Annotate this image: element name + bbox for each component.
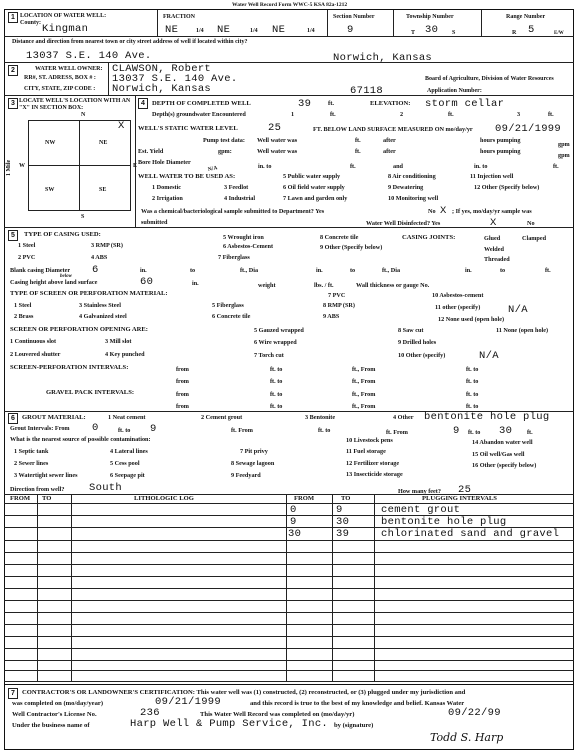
chem-no-mark: X xyxy=(440,205,447,217)
use-2: 2 Irrigation xyxy=(152,195,183,202)
grout-1: 1 Neat cement xyxy=(108,414,146,421)
well-water-was-1: Well water was xyxy=(257,137,298,144)
casing-2: 2 PVC xyxy=(18,254,36,261)
contam-13: 13 Insecticide storage xyxy=(346,471,403,478)
certification-line-4a: Under the business name of xyxy=(12,722,90,729)
west-label: W xyxy=(19,163,25,169)
divider xyxy=(481,10,482,36)
location-label: LOCATION OF WATER WELL: xyxy=(20,13,107,19)
joint-threaded: Threaded xyxy=(484,256,510,263)
owner-value: CLAWSON, Robert xyxy=(112,63,212,75)
opening-5: 5 Gauzed wrapped xyxy=(254,327,304,334)
blank-ft-dia: ft., Dia xyxy=(240,267,259,274)
joint-glued: Glued xyxy=(484,235,501,242)
divider xyxy=(135,95,136,227)
plug-to-header: TO xyxy=(341,495,351,502)
grout-to-2: 30 xyxy=(499,425,513,437)
divider xyxy=(157,10,158,36)
casing-9: 9 Other (Specify below) xyxy=(320,244,383,251)
blank-ft-dia-2: ft., Dia xyxy=(382,267,401,274)
sp-ft-to-2: ft. to xyxy=(270,378,283,385)
gw-ft-3: ft. xyxy=(548,111,554,118)
south-label: S xyxy=(81,214,85,220)
direction-label: Direction from well? xyxy=(10,486,65,493)
fraction-q3-unit: 1/4 xyxy=(307,28,315,34)
divider xyxy=(4,552,574,553)
wall-label: Wall thickness or gauge No. xyxy=(356,282,430,289)
sp-ft-from-1: ft., From xyxy=(352,366,376,373)
fraction-label: FRACTION xyxy=(163,14,196,20)
business-name: Harp Well & Pump Service, Inc. xyxy=(130,718,329,730)
nw-label: NW xyxy=(45,140,56,146)
after-1: after xyxy=(383,137,396,144)
static-value: 25 xyxy=(268,122,282,134)
divider xyxy=(4,636,574,637)
static-suffix: FT. BELOW LAND SURFACE MEASURED ON mo/day/yr xyxy=(313,126,473,133)
section-value: 9 xyxy=(347,24,354,36)
casing-5: 5 Wrought iron xyxy=(223,234,264,241)
plug-from-header: FROM xyxy=(294,495,315,502)
divider xyxy=(4,670,574,671)
sp-from-2: from xyxy=(176,378,189,385)
section-number-4: 4 xyxy=(138,98,148,109)
divider xyxy=(108,62,109,95)
groundwater-label: Depth(s) groundwater Encountered xyxy=(152,111,246,118)
east-label: E xyxy=(133,163,138,169)
grout-other-value: bentonite hole plug xyxy=(424,411,550,423)
certification-line-4b: by (signature) xyxy=(334,722,374,729)
county-value: Kingman xyxy=(42,23,89,35)
casing-label: TYPE OF CASING USED: xyxy=(24,231,101,238)
gw-3: 3 xyxy=(517,111,521,118)
gp-from-1: from xyxy=(176,391,189,398)
chem-no: No xyxy=(428,208,436,215)
gpm-1: gpm xyxy=(558,141,570,148)
certification-line-2a: was completed on (mo/day/year) xyxy=(12,700,104,707)
lbs-label: lbs. / ft. xyxy=(314,282,334,289)
fraction-q1: NE xyxy=(165,24,179,36)
locate-label: LOCATE WELL'S LOCATION WITH AN "X" IN SECTION BOX: xyxy=(19,98,131,111)
contam-6: 6 Seepage pit xyxy=(110,472,145,479)
contam-1: 1 Septic tank xyxy=(14,448,49,455)
contam-9: 9 Feedyard xyxy=(231,472,261,479)
bore-label: Bore Hole Diameter xyxy=(138,159,191,166)
screen-label: TYPE OF SCREEN OR PERFORATION MATERIAL: xyxy=(10,290,168,297)
blank-in-3: in. xyxy=(465,267,472,274)
screen-7: 7 PVC xyxy=(328,292,346,299)
casing-height-in: in. xyxy=(192,280,199,287)
casing-height-note: below xyxy=(60,274,72,279)
mile-label: 1 Mile xyxy=(6,159,12,176)
screen-5: 5 Fiberglass xyxy=(212,302,244,309)
divider xyxy=(4,95,574,96)
section-number-6: 6 xyxy=(8,413,18,424)
sp-ft-to-2b: ft. to xyxy=(466,378,479,385)
pump-test-label: Pump test data: xyxy=(203,137,245,144)
gp-ft-from-1: ft., From xyxy=(352,391,376,398)
town-line: Norwich, Kansas xyxy=(333,52,433,64)
screen-intervals-label: SCREEN-PERFORATION INTERVALS: xyxy=(10,364,129,371)
blank-in-2: in. xyxy=(316,267,323,274)
well-water-was-2: Well water was xyxy=(257,148,298,155)
elevation-value: storm cellar xyxy=(425,98,505,110)
divider xyxy=(4,684,574,685)
form-title: Water Well Record Form WWC-5 KSA 82a-1212 xyxy=(232,2,348,8)
county-label: County: xyxy=(20,20,42,26)
grout-ft-end: ft. xyxy=(527,429,533,436)
pump-ft-2: ft. xyxy=(355,148,361,155)
depth-label: DEPTH OF COMPLETED WELL xyxy=(152,100,251,107)
range-prefix: R xyxy=(512,30,517,36)
opening-2: 2 Louvered shutter xyxy=(10,351,61,358)
address-line: 13037 S.E. 140 Ave. xyxy=(26,50,152,62)
divider xyxy=(4,503,574,504)
disinfected-no: No xyxy=(527,220,535,227)
chem-label: Was a chemical/bacteriological sample submitted to Department? Yes xyxy=(141,208,325,215)
fraction-q2-unit: 1/4 xyxy=(250,28,258,34)
disinfected-label: Water Well Disinfected? Yes xyxy=(366,220,441,227)
application-number-label: Application Number: xyxy=(427,88,482,94)
screen-11: 11 other (specify) xyxy=(435,304,481,311)
divider xyxy=(4,600,574,601)
sw-label: SW xyxy=(45,187,55,193)
pump-ft-1: ft. xyxy=(355,137,361,144)
gpm-label: gpm: xyxy=(218,148,232,155)
use-3: 3 Feedlot xyxy=(224,184,249,191)
joint-clamped: Clamped xyxy=(522,235,547,242)
screen-10: 10 Asbestos-cement xyxy=(432,292,484,299)
use-12: 12 Other (Specify below) xyxy=(474,184,540,191)
gp-from-2: from xyxy=(176,403,189,410)
range-suffix: E/W xyxy=(554,31,564,36)
distance-label: Distance and direction from nearest town or city street address of well if located within city? xyxy=(12,39,248,45)
opening-11: 11 None (open hole) xyxy=(496,327,549,334)
casing-height-label: Casing height above land surface xyxy=(10,279,98,286)
opening-other-value: N/A xyxy=(479,350,499,362)
grout-from-2: 9 xyxy=(453,425,460,437)
use-11: 11 Injection well xyxy=(470,173,514,180)
contam-11: 11 Fuel storage xyxy=(346,448,386,455)
section-number-7: 7 xyxy=(8,688,18,699)
contam-2: 2 Sewer lines xyxy=(14,460,49,467)
use-9: 9 Dewatering xyxy=(388,184,424,191)
screen-2: 2 Brass xyxy=(14,313,34,320)
blank-ft: ft. xyxy=(545,267,551,274)
divider xyxy=(4,648,574,649)
grout-ft-to-3: ft. to xyxy=(468,429,481,436)
casing-3: 3 RMP (SR) xyxy=(91,242,123,249)
blank-to: to xyxy=(190,267,196,274)
joints-label: CASING JOINTS: xyxy=(402,234,456,241)
chem-date-label: ; If yes, mo/day/yr sample was xyxy=(452,208,532,215)
section-number-5: 5 xyxy=(8,230,18,241)
gp-ft-to-2: ft. to xyxy=(270,403,283,410)
contam-8: 8 Sewage lagoon xyxy=(231,460,275,467)
screen-9: 9 ABS xyxy=(323,313,340,320)
plug-row-3-from: 30 xyxy=(288,528,302,540)
se-label: SE xyxy=(99,187,107,193)
screen-12: 12 None used (open hole) xyxy=(438,316,505,323)
casing-1: 1 Steel xyxy=(18,242,36,249)
sp-ft-to-1b: ft. to xyxy=(466,366,479,373)
casing-6: 6 Asbestos-Cement xyxy=(223,243,274,250)
divider xyxy=(4,227,574,228)
divider xyxy=(4,624,574,625)
plug-row-2-desc: bentonite hole plug xyxy=(381,516,507,528)
sp-ft-to-1: ft. to xyxy=(270,366,283,373)
opening-1: 1 Continuous slot xyxy=(10,338,57,345)
gp-ft-to-2b: ft. to xyxy=(466,403,479,410)
grout-ft-to-1: ft. to xyxy=(118,427,131,434)
grout-2: 2 Cement grout xyxy=(201,414,243,421)
location-mark: X xyxy=(118,120,125,132)
contam-7: 7 Pit privy xyxy=(240,448,268,455)
section-number-2: 2 xyxy=(8,65,18,76)
opening-6: 6 Wire wrapped xyxy=(254,339,297,346)
fraction-q1-unit: 1/4 xyxy=(196,28,204,34)
divider xyxy=(4,540,574,541)
certification-line-1: CONTRACTOR'S OR LANDOWNER'S CERTIFICATION: This water well was (1) constructed, (2) reconstructed, or (3) plugged under my jurisdiction and xyxy=(22,689,466,696)
grout-to-1: 9 xyxy=(150,423,157,435)
submitted-label: submitted xyxy=(141,219,168,226)
est-yield-label: Est. Yield xyxy=(138,148,164,155)
grout-4: 4 Other xyxy=(393,414,414,421)
plug-row-1-desc: cement grout xyxy=(381,504,461,516)
divider xyxy=(393,10,394,36)
zip-value: 67118 xyxy=(350,85,384,97)
blank-casing-value: 6 xyxy=(92,264,99,276)
divider xyxy=(4,660,574,661)
gravel-pack-label: GRAVEL PACK INTERVALS: xyxy=(46,389,135,396)
static-date: 09/21/1999 xyxy=(495,123,562,135)
section-number-3: 3 xyxy=(8,98,18,109)
use-5: 5 Public water supply xyxy=(283,173,341,180)
range-label: Range Number xyxy=(506,14,546,20)
gp-ft-to-1b: ft. to xyxy=(466,391,479,398)
opening-3: 3 Mill slot xyxy=(105,338,132,345)
feet-value: 25 xyxy=(458,484,472,496)
contam-14: 14 Abandon water well xyxy=(472,439,533,446)
blank-to-2: to xyxy=(350,267,356,274)
screen-8: 8 RMP (SR) xyxy=(323,302,355,309)
opening-9: 9 Drilled holes xyxy=(398,339,437,346)
grout-ft-from-2: ft. From xyxy=(386,429,408,436)
lithologic-log-header: LITHOLOGIC LOG xyxy=(134,495,194,502)
bore-and: and xyxy=(393,163,403,170)
gw-ft-2: ft. xyxy=(448,111,454,118)
bore-ft-2: ft. xyxy=(553,163,559,170)
casing-4: 4 ABS xyxy=(91,254,108,261)
certification-line-3b: This Water Well Record was completed on (mo/day/yr) xyxy=(200,711,355,718)
use-1: 1 Domestic xyxy=(152,184,182,191)
contam-10: 10 Livestock pens xyxy=(346,437,393,444)
license-number: 236 xyxy=(140,707,160,719)
rr-value: 13037 S.E. 140 Ave. xyxy=(112,73,238,85)
use-6: 6 Oil field water supply xyxy=(283,184,345,191)
divider xyxy=(4,681,574,682)
use-na-note: N/A xyxy=(207,165,219,173)
joint-welded: Welded xyxy=(484,246,504,253)
log-to-header: TO xyxy=(42,495,52,502)
contam-5: 5 Cess pool xyxy=(110,460,140,467)
blank-casing-label: Blank casing Diameter xyxy=(10,267,71,274)
depth-ft: ft. xyxy=(328,100,335,107)
after-2: after xyxy=(383,148,396,155)
divider xyxy=(4,576,574,577)
north-label: N xyxy=(81,112,86,118)
section-label: Section Number xyxy=(333,14,375,20)
fraction-q3: NE xyxy=(272,24,286,36)
contam-16: 16 Other (specify below) xyxy=(472,462,537,469)
city-value: Norwich, Kansas xyxy=(112,83,212,95)
completed-date: 09/21/1999 xyxy=(155,696,222,708)
township-prefix: T xyxy=(411,30,416,36)
casing-height-value: 60 xyxy=(140,276,154,288)
board-text: Board of Agriculture, Division of Water Resources xyxy=(425,76,554,82)
use-10: 10 Monitoring well xyxy=(388,195,439,202)
grout-3: 3 Bentonite xyxy=(305,414,336,421)
opening-label: SCREEN OR PERFORATION OPENING ARE: xyxy=(10,326,148,333)
static-label: WELL'S STATIC WATER LEVEL xyxy=(138,125,238,132)
hours-pumping-2: hours pumping xyxy=(480,148,521,155)
disinfected-mark: X xyxy=(490,217,497,229)
fraction-q2: NE xyxy=(217,24,231,36)
weight-label: weight xyxy=(258,282,276,289)
contam-15: 15 Oil well/Gas well xyxy=(472,451,525,458)
gw-1: 1 xyxy=(291,111,295,118)
rr-label: RR#, ST. ADRESS, BOX # : xyxy=(24,75,96,81)
opening-10: 10 Other (specify) xyxy=(398,352,446,359)
elevation-label: ELEVATION: xyxy=(370,100,411,107)
certification-line-2b: and this record is true to the best of my knowledge and belief. Kansas Water xyxy=(250,700,465,707)
grout-ft-to-2: ft. to xyxy=(318,427,331,434)
opening-8: 8 Saw cut xyxy=(398,327,424,334)
casing-8: 8 Concrete tile xyxy=(320,234,359,241)
casing-7: 7 Fiberglass xyxy=(218,254,250,261)
gw-2: 2 xyxy=(400,111,404,118)
screen-other-value: N/A xyxy=(508,304,528,316)
divider xyxy=(327,10,328,36)
plug-row-3-to: 39 xyxy=(336,528,350,540)
sp-from-1: from xyxy=(176,366,189,373)
township-label: Township Number xyxy=(406,14,454,20)
blank-to-3: to xyxy=(500,267,506,274)
grout-ft-from: ft. From xyxy=(231,427,253,434)
opening-4: 4 Key punched xyxy=(105,351,145,358)
plug-row-3-desc: chlorinated sand and gravel xyxy=(381,528,560,540)
blank-in: in. xyxy=(140,267,147,274)
contam-4: 4 Lateral lines xyxy=(110,448,148,455)
range-value: 5 xyxy=(528,24,535,36)
divider xyxy=(28,165,131,166)
gp-ft-to-1: ft. to xyxy=(270,391,283,398)
hours-pumping-1: hours pumping xyxy=(480,137,521,144)
screen-6: 6 Concrete tile xyxy=(212,313,251,320)
use-4: 4 Industrial xyxy=(224,195,256,202)
gw-ft-1: ft. xyxy=(330,111,336,118)
direction-value: South xyxy=(89,482,123,494)
plug-row-1-from: 0 xyxy=(290,504,297,516)
plugging-intervals-header: PLUGGING INTERVALS xyxy=(422,495,497,502)
grout-label: GROUT MATERIAL: xyxy=(22,414,86,421)
plug-row-1-to: 9 xyxy=(336,504,343,516)
bore-in-to: in. to xyxy=(258,163,272,170)
use-7: 7 Lawn and garden only xyxy=(283,195,348,202)
use-8: 8 Air conditioning xyxy=(388,173,436,180)
screen-3: 3 Stainless Steel xyxy=(79,302,121,309)
plug-row-2-from: 9 xyxy=(290,516,297,528)
depth-value: 39 xyxy=(298,98,312,110)
divider xyxy=(4,62,574,63)
plug-row-2-to: 30 xyxy=(336,516,350,528)
township-suffix: S xyxy=(452,30,456,36)
grout-intervals-label: Grout Intervals: From xyxy=(10,425,70,432)
feet-label: How many feet? xyxy=(398,488,441,495)
signature: Todd S. Harp xyxy=(430,731,504,744)
bore-ft: ft. xyxy=(350,163,356,170)
opening-7: 7 Torch cut xyxy=(254,352,284,359)
gp-ft-from-2: ft., From xyxy=(352,403,376,410)
contam-12: 12 Fertilizer storage xyxy=(346,460,400,467)
divider xyxy=(4,564,574,565)
certification-line-3a: Well Contractor's License No. xyxy=(12,711,97,718)
grout-from-1: 0 xyxy=(92,422,99,434)
township-value: 30 xyxy=(425,24,439,36)
screen-1: 1 Steel xyxy=(14,302,32,309)
contam-3: 3 Watertight sewer lines xyxy=(14,472,78,479)
log-from-header: FROM xyxy=(10,495,31,502)
divider xyxy=(4,612,574,613)
section-number-1: 1 xyxy=(8,12,18,23)
ne-label: NE xyxy=(99,140,108,146)
use-label: WELL WATER TO BE USED AS: xyxy=(138,173,236,180)
bore-in-to-2: in. to xyxy=(474,163,488,170)
city-label: CITY, STATE, ZIP CODE : xyxy=(24,86,96,92)
divider xyxy=(4,588,574,589)
gpm-2: gpm xyxy=(558,152,570,159)
divider xyxy=(4,36,574,37)
owner-label: WATER WELL OWNER: xyxy=(35,66,103,72)
contamination-label: What is the nearest source of possible contamination: xyxy=(10,436,151,443)
record-date: 09/22/99 xyxy=(448,707,501,719)
sp-ft-from-2: ft., From xyxy=(352,378,376,385)
screen-4: 4 Galvanized steel xyxy=(79,313,127,320)
